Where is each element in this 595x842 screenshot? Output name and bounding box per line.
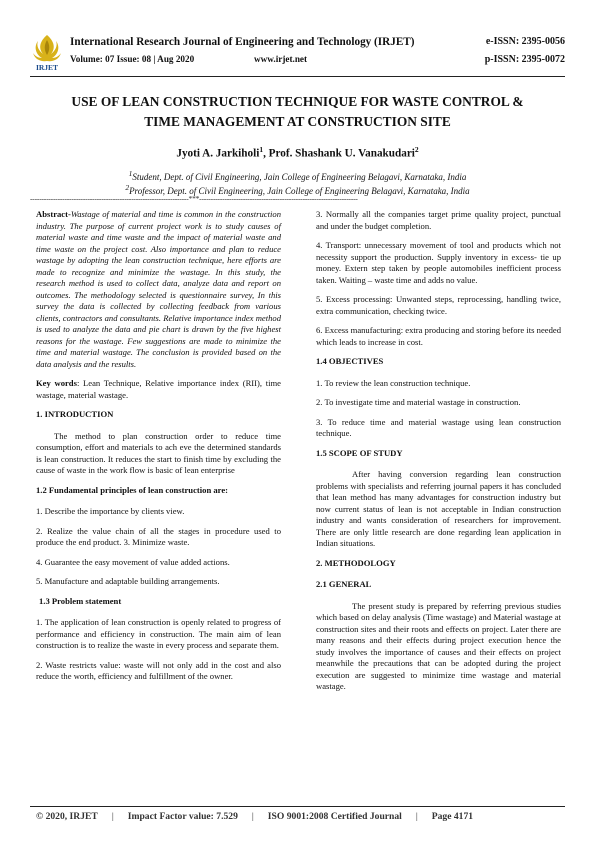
principle-4: 4. Guarantee the easy movement of value added actions. [36,556,230,567]
footer-impact-factor: Impact Factor value: 7.529 [127,811,238,822]
journal-name: International Research Journal of Engineering and Technology (IRJET) [70,36,415,48]
author-list [30,145,565,160]
abstract-text: Wastage of material and time is common in the construction industry. The purpose of current project work is to study causes of material waste and time waste and the impact of material waste and time waste on the project cost. Also importance and plan to reduce wastage by adopting the lean construction technique, here efforts are made to recognize and minimize the wastage. In this study, the research method is used to collect data, analyze data and report on outcomes. The methodology selected is questionnaire survey, In this survey the data is collected by collecting feedback from various clients, contractors and consultants. Relative importance index method is used to analyze the data and pie chart is drawn by the five highest reasons for the wastage. Few suggestions are made to minimize the time and material wastage. The conclusion is provided based on the data analysis and the results. [36,209,281,369]
journal-website[interactable]: www.irjet.net [254,54,308,64]
keywords [36,378,281,401]
author-separator: , [263,147,269,160]
heading-objectives: 1.4 OBJECTIVES [316,356,384,366]
general-paragraph: The present study is prepared by referring previous studies which based on delay analysis (Time wastage) and Material wastage at construction sites and their roots and effects on project. Later there are many reasons and their effects during project execution hence the study involves the importance of causes and their effects on project meanwhile the precautions that can be adopted during the project execution are suggested to minimize time wastage and material wastage. [316,600,561,691]
footer-iso: ISO 9001:2008 Certified Journal [267,811,402,822]
affiliation-1-text: Student, Dept. of Civil Engineering, Jain College of Engineering Belagavi, Karnataka, India [132,172,467,182]
objective-1: 1. To review the lean construction technique. [316,377,471,388]
p-issn: p-ISSN: 2395-0072 [484,54,565,65]
footer-separator: | [415,811,418,822]
principle-1: 1. Describe the importance by clients view. [36,506,185,516]
abstract [36,209,281,370]
section-separator: ---------------------------------------------------------------------***--------------------------------------------------------------------- [30,194,358,203]
problem-2: 2. Waste restricts value: waste will not only add in the cost and also reduce the worth, efficiency and fulfillment of the owner. [36,659,281,681]
affiliation-2-sup: 2 [125,183,130,192]
problem-1: 1. The application of lean construction is openly related to progress of performance and efficiency in construction. The main aim of lean construction is to realize the waste in every process and separate them. [36,617,281,650]
abstract-label: Abstract- [36,209,71,219]
title-line-2: TIME MANAGEMENT AT CONSTRUCTION SITE [144,114,451,129]
title-line-1: USE OF LEAN CONSTRUCTION TECHNIQUE FOR WASTE CONTROL & [71,94,524,109]
logo-text: IRJET [35,63,59,72]
heading-problem-statement: 1.3 Problem statement [39,595,122,606]
principle-2: 2. Realize the value chain of all the stages in procedure used to produce the end product. 3. Minimize waste. [36,525,281,547]
heading-introduction: 1. INTRODUCTION [36,409,114,419]
author-2-sup: 2 [414,145,419,154]
paper-title [30,92,565,132]
footer-separator: | [111,811,114,822]
problem-5: 5. Excess processing: Unwanted steps, reprocessing, handling twice, extra communication, checking twice. [316,294,561,316]
author-1: Jyoti A. Jarkiholi [176,147,260,160]
irjet-logo [30,32,64,72]
footer-separator: | [251,811,254,822]
affiliation-1 [30,169,565,182]
footer-rule [30,806,565,807]
heading-general: 2.1 GENERAL [316,579,372,589]
footer-page-number: Page 4171 [431,811,474,822]
volume-issue: Volume: 07 Issue: 08 | Aug 2020 [70,54,195,64]
heading-scope: 1.5 SCOPE OF STUDY [316,447,403,458]
header-rule [30,76,565,77]
affiliation-2-text: Professor, Dept. of Civil Engineering, Jain College of Engineering Belagavi, Karnataka, India [129,186,470,196]
right-column [316,209,561,701]
problem-4: 4. Transport: unnecessary movement of tool and products which not necessity support the production. Supply inventory in excess- tie up money. Extern step taken by people automobiles inefficient process taken. Waiting – waste time and adds no value. [316,240,561,285]
heading-methodology: 2. METHODOLOGY [316,557,396,568]
author-2: Prof. Shashank U. Vanakudari [268,147,415,160]
principle-5: 5. Manufacture and adaptable building arrangements. [36,576,220,586]
affiliation-1-sup: 1 [128,169,133,178]
author-1-sup: 1 [259,145,264,154]
footer-copyright: © 2020, IRJET [36,811,98,822]
page-header [30,32,565,72]
intro-paragraph: The method to plan construction order to reduce time consumption, effort and materials to ach eve the determined standards is lean construction. It reduces the start to finish time by excluding the cause of waste in the work flow is basic of lean enterprise [36,430,281,475]
page-footer [36,811,561,822]
problem-6: 6. Excess manufacturing: extra producing and storing before its needed which leads to increase in cost. [316,325,561,347]
keywords-text: : Lean Technique, Relative importance index (RII), time wastage, material wastage. [36,378,281,400]
objective-2: 2. To investigate time and material wastage in construction. [316,397,521,407]
e-issn: e-ISSN: 2395-0056 [485,36,565,47]
heading-principles: 1.2 Fundamental principles of lean construction are: [36,484,229,495]
keywords-label: Key words [36,378,77,388]
problem-3: 3. Normally all the companies target prime quality project, punctual and under the budget completion. [316,209,561,231]
left-column [36,209,281,691]
objective-3: 3. To reduce time and material wastage using lean construction technique. [316,416,561,438]
scope-paragraph: After having conversion regarding lean construction problems with specialists and referring journal papers it has concluded that lean method has many advantages for construction industry but now current status of lean is not acceptable in Indian construction industry and wants consideration of researchers for improvement. There are only little research are done regarding lean application in Indian situations. [316,469,561,548]
